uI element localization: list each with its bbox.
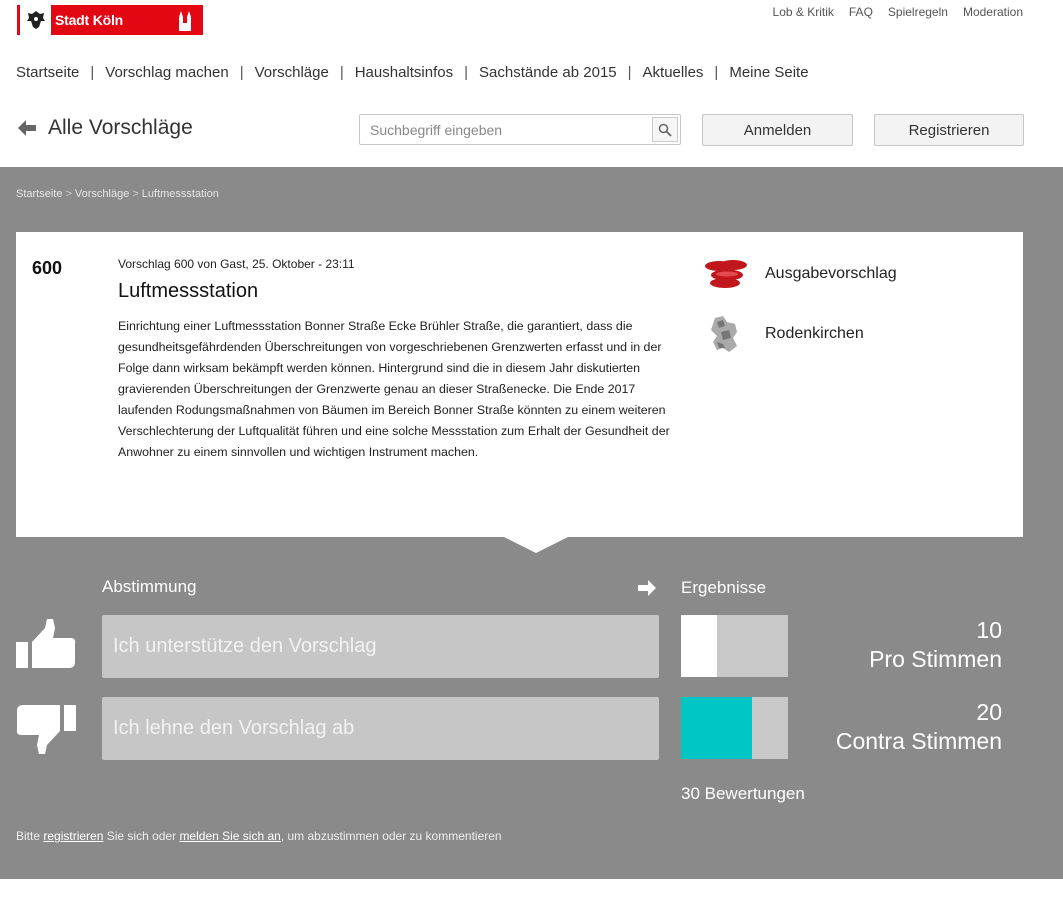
logo-text: Stadt Köln	[55, 12, 123, 28]
nav-separator: |	[714, 64, 719, 81]
total-ratings: 30 Bewertungen	[681, 784, 805, 803]
support-button[interactable]: Ich unterstütze den Vorschlag	[102, 615, 659, 678]
nav-separator: |	[339, 64, 344, 81]
back-row	[16, 116, 193, 140]
voting-heading: Abstimmung	[102, 577, 197, 596]
page-title: Alle Vorschläge	[48, 116, 193, 139]
nav-meine-seite[interactable]: Meine Seite	[729, 64, 809, 81]
thumbs-down-icon	[15, 703, 77, 755]
link-spielregeln[interactable]: Spielregeln	[887, 5, 948, 19]
contra-count-number: 20	[976, 699, 1002, 725]
main-navigation	[16, 64, 809, 81]
proposal-district	[701, 314, 864, 354]
nav-separator: |	[239, 64, 244, 81]
breadcrumb-startseite[interactable]: Startseite	[16, 188, 63, 200]
proposal-body: Einrichtung einer Luftmessstation Bonner Straße Ecke Brühler Straße, die garantiert, dass die gesundheitsgefährdenden Überschreitungen von vorgeschriebenen Grenzwerten erfasst und in der Folge dann wirksam bekämpft werden können. Hintergrund sind die in diesem Jahr diskutierten gravierenden Überschreitungen der Grenzwerte genau an dieser Straßenecke. Die Ende 2017 laufenden Rodungsmaßnahmen von Bäumen im Bereich Bonner Straße könnten zu einem weiteren Verschlechterung der Luftqualität führen und eine solche Messstation zum Erhalt der Gesundheit der Anwohner zu einem sinnvollen und wichtigen Instrument machen.	[118, 319, 670, 459]
register-link[interactable]: registrieren	[43, 829, 104, 843]
proposal-type	[701, 257, 897, 291]
contra-count	[836, 698, 1002, 756]
proposal-number: 600	[32, 258, 63, 278]
nav-separator: |	[90, 64, 95, 81]
cathedral-icon	[177, 11, 193, 31]
district-map-icon	[701, 314, 749, 354]
login-button[interactable]: Anmelden	[702, 114, 853, 146]
reject-button[interactable]: Ich lehne den Vorschlag ab	[102, 697, 659, 760]
nav-haushaltsinfos[interactable]: Haushaltsinfos	[354, 64, 454, 81]
content-panel	[0, 167, 1063, 879]
nav-separator: |	[464, 64, 469, 81]
proposal-card	[16, 232, 1023, 537]
nav-startseite[interactable]: Startseite	[16, 64, 80, 81]
pro-result-bar	[681, 615, 788, 677]
breadcrumb-separator: >	[132, 188, 139, 200]
contra-result-bar	[681, 697, 788, 759]
proposal-title: Luftmessstation	[118, 280, 259, 302]
breadcrumb-current: Luftmessstation	[141, 188, 219, 200]
search-icon	[658, 123, 672, 137]
search-box	[359, 114, 681, 145]
proposal-meta: Vorschlag 600 von Gast, 25. Oktober - 23:11	[118, 257, 355, 271]
breadcrumb	[16, 188, 219, 200]
search-input[interactable]	[360, 115, 650, 144]
link-moderation[interactable]: Moderation	[962, 5, 1023, 19]
nav-vorschlaege[interactable]: Vorschläge	[254, 64, 329, 81]
login-link[interactable]: melden Sie sich an	[179, 829, 281, 843]
nav-separator: |	[627, 64, 632, 81]
nav-sachstaende[interactable]: Sachstände ab 2015	[479, 64, 617, 81]
breadcrumb-separator: >	[65, 188, 72, 200]
nav-aktuelles[interactable]: Aktuelles	[642, 64, 704, 81]
link-faq[interactable]: FAQ	[848, 5, 873, 19]
back-arrow-icon[interactable]	[16, 118, 38, 138]
top-links	[773, 5, 1023, 19]
pro-count-label: Pro Stimmen	[869, 646, 1002, 672]
stadt-koeln-logo[interactable]	[17, 5, 203, 35]
nav-vorschlag-machen[interactable]: Vorschlag machen	[105, 64, 229, 81]
proposal-district-label: Rodenkirchen	[765, 325, 864, 342]
card-pointer	[504, 537, 568, 553]
proposal-type-label: Ausgabevorschlag	[765, 265, 897, 282]
coins-icon	[701, 257, 749, 291]
contra-result-fill	[681, 697, 752, 759]
hint-prefix: Bitte	[16, 829, 44, 843]
register-button[interactable]: Registrieren	[874, 114, 1024, 146]
thumbs-up-icon	[15, 618, 77, 670]
breadcrumb-vorschlaege[interactable]: Vorschläge	[74, 188, 130, 200]
arrow-right-icon	[636, 578, 658, 598]
contra-count-label: Contra Stimmen	[835, 728, 1002, 754]
login-hint	[16, 829, 502, 843]
pro-result-fill	[681, 615, 717, 677]
results-heading: Ergebnisse	[681, 578, 767, 597]
search-button[interactable]	[652, 117, 678, 142]
coat-of-arms-icon	[17, 5, 51, 35]
pro-count	[869, 616, 1002, 674]
link-lob-kritik[interactable]: Lob & Kritik	[772, 5, 834, 19]
pro-count-number: 10	[976, 617, 1002, 643]
hint-middle: Sie sich oder	[103, 829, 180, 843]
hint-suffix: , um abzustimmen oder zu kommentieren	[280, 829, 502, 843]
